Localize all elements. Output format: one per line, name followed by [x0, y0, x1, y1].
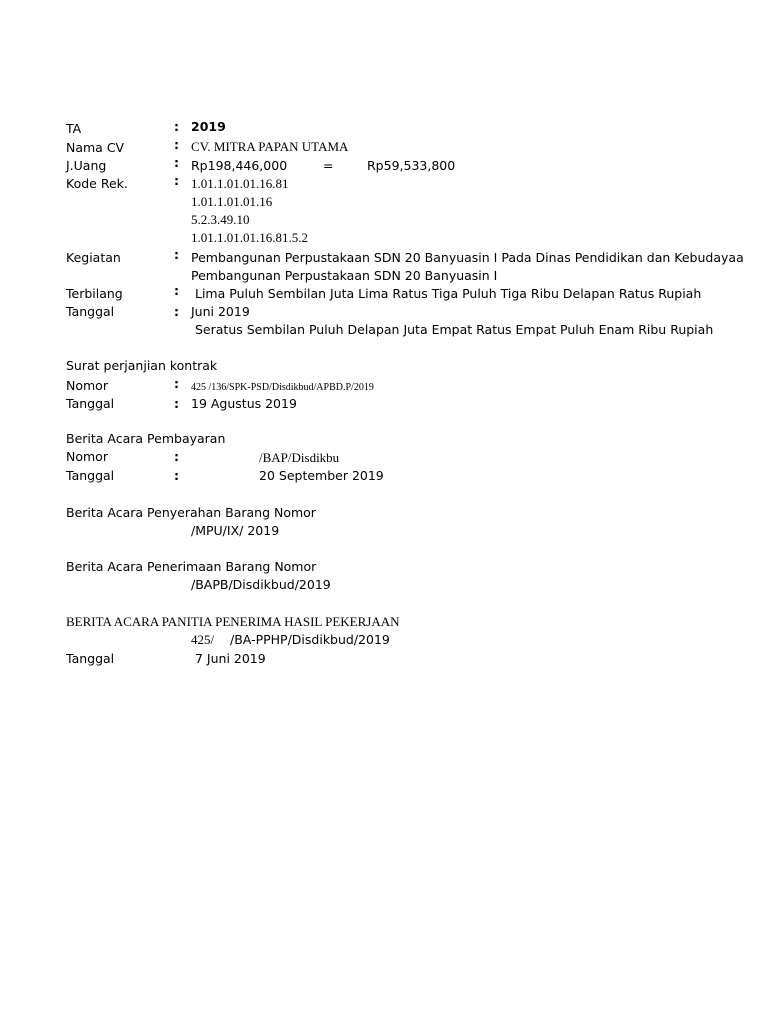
panitia-nomor-prefix: 425/	[191, 632, 215, 647]
terbilang-value: Lima Puluh Sembilan Juta Lima Ratus Tiga Puluh Tiga Ribu Delapan Ratus Rupiah	[195, 286, 702, 301]
kegiatan-line-1: Pembangunan Perpustakaan SDN 20 Banyuasin I Pada Dinas Pendidikan dan Kebudayaa	[191, 250, 744, 265]
bap-nomor-value: /BAP/Disdikbu	[259, 450, 340, 465]
tanggal-label: Tanggal	[66, 304, 115, 319]
nama-cv-label: Nama CV	[66, 140, 125, 155]
terbilang-colon: :	[174, 283, 179, 298]
kode-rek-value: 1.01.1.01.01.16.81	[191, 176, 289, 191]
penyerahan-title: Berita Acara Penyerahan Barang Nomor	[66, 505, 316, 520]
nama-cv-value: CV. MITRA PAPAN UTAMA	[191, 139, 349, 154]
kode-rek-label: Kode Rek.	[66, 176, 128, 191]
juang-value: Rp198,446,000	[191, 158, 288, 173]
kegiatan-label: Kegiatan	[66, 250, 121, 265]
ta-colon: :	[174, 119, 179, 134]
penerimaan-nomor-value: /BAPB/Disdikbud/2019	[191, 577, 331, 592]
bap-tanggal-label: Tanggal	[66, 468, 115, 483]
penerimaan-title: Berita Acara Penerimaan Barang Nomor	[66, 559, 317, 574]
juang-label: J.Uang	[66, 158, 107, 173]
kegiatan-colon: :	[174, 247, 179, 262]
tanggal-colon: :	[174, 304, 179, 319]
juang-colon: :	[174, 155, 179, 170]
nama-cv-colon: :	[174, 137, 179, 152]
bap-nomor-label: Nomor	[66, 449, 108, 464]
kontrak-tanggal-value: 19 Agustus 2019	[191, 396, 297, 411]
bap-title: Berita Acara Pembayaran	[66, 431, 226, 446]
panitia-tanggal-label: Tanggal	[66, 651, 115, 666]
terbilang-label: Terbilang	[66, 286, 123, 301]
bap-nomor-colon: :	[174, 449, 179, 464]
bap-tanggal-value: 20 September 2019	[259, 468, 384, 483]
kontrak-nomor-value: 425 /136/SPK-PSD/Disdikbud/APBD.P/2019	[191, 382, 374, 393]
kontrak-tanggal-label: Tanggal	[66, 396, 115, 411]
ta-label: TA	[66, 121, 82, 136]
kode-rek-value: 1.01.1.01.01.16	[191, 194, 273, 209]
juang-value-2: Rp59,533,800	[367, 158, 456, 173]
penyerahan-nomor-value: /MPU/IX/ 2019	[191, 523, 280, 538]
bap-tanggal-colon: :	[174, 468, 179, 483]
tanggal-value: Juni 2019	[191, 304, 250, 319]
kegiatan-line-2: Pembangunan Perpustakaan SDN 20 Banyuasin I	[191, 268, 498, 283]
kontrak-tanggal-colon: :	[174, 396, 179, 411]
ta-value: 2019	[191, 119, 226, 134]
kontrak-nomor-label: Nomor	[66, 378, 108, 393]
kontrak-nomor-colon: :	[174, 376, 179, 391]
kode-rek-value: 1.01.1.01.01.16.81.5.2	[191, 230, 308, 245]
panitia-tanggal-value: 7 Juni 2019	[195, 651, 266, 666]
kode-rek-value: 5.2.3.49.10	[191, 212, 250, 227]
juang-equals: =	[323, 158, 334, 173]
panitia-title: BERITA ACARA PANITIA PENERIMA HASIL PEKERJAAN	[66, 614, 400, 629]
kontrak-title: Surat perjanjian kontrak	[66, 358, 218, 373]
kode-rek-colon: :	[174, 173, 179, 188]
panitia-nomor-value: /BA-PPHP/Disdikbud/2019	[230, 632, 390, 647]
terbilang-2-value: Seratus Sembilan Puluh Delapan Juta Empat Ratus Empat Puluh Enam Ribu Rupiah	[195, 322, 714, 337]
